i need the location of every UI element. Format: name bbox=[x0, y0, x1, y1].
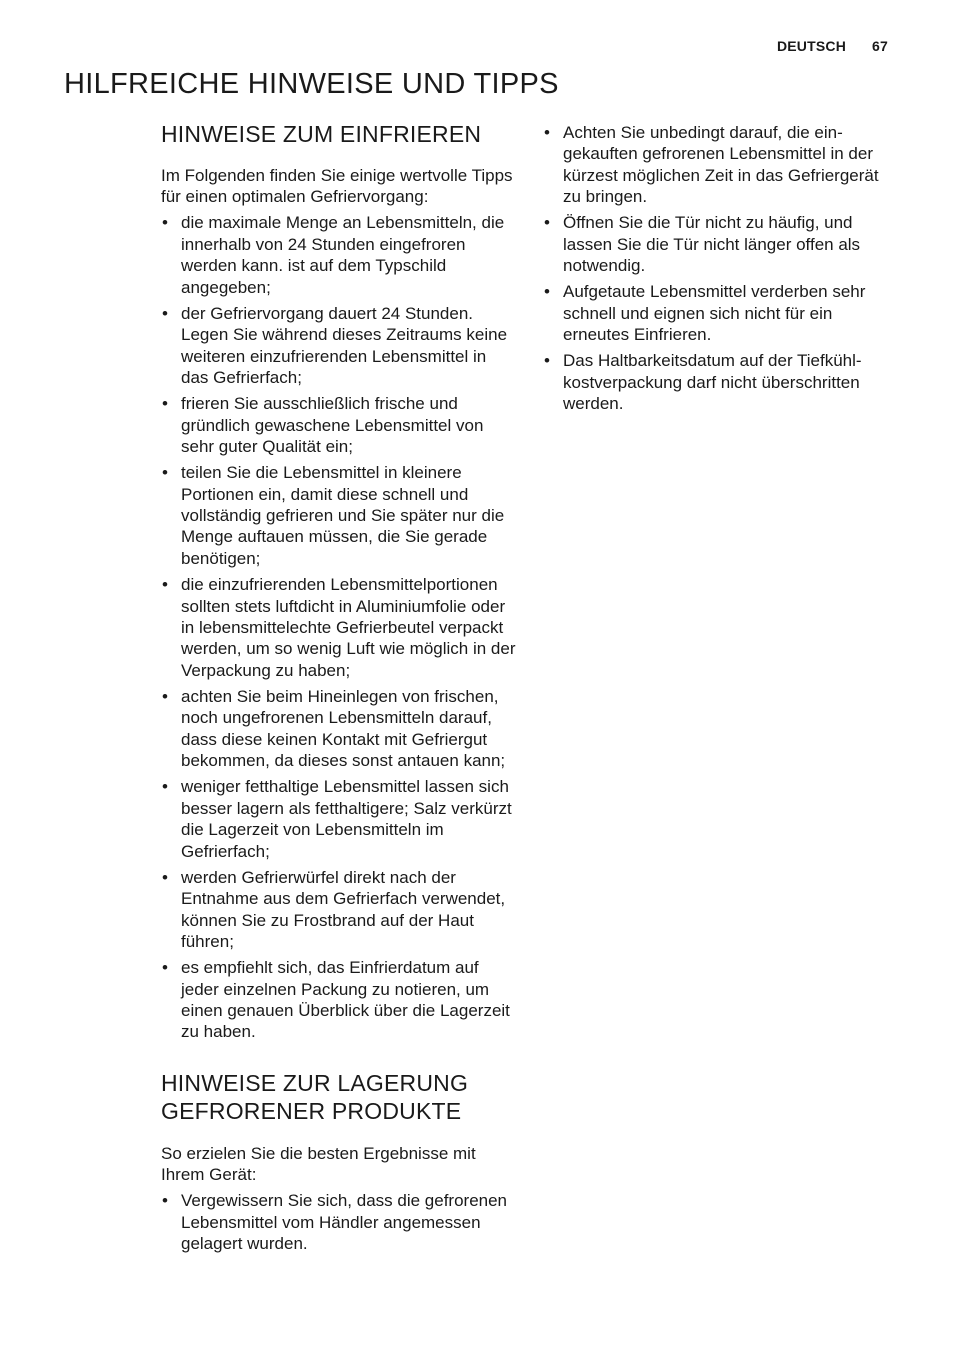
storage-tips-list-right bbox=[543, 122, 899, 415]
bullet-icon: • bbox=[162, 303, 168, 323]
list-item bbox=[161, 462, 517, 569]
section-intro-storage: So erzielen Sie die besten Ergebnisse mit Ihrem Gerät: bbox=[161, 1143, 476, 1185]
list-item-text: Vergewissern Sie sich, dass die gefrorenen Lebensmittel vom Händler angemessen gelagert wurden. bbox=[181, 1191, 508, 1254]
list-item-text: frieren Sie ausschließlich frische und gründlich gewaschene Lebensmittel von sehr guter Qualität ein; bbox=[181, 394, 484, 457]
bullet-icon: • bbox=[162, 777, 168, 797]
bullet-icon: • bbox=[162, 1191, 168, 1211]
bullet-icon: • bbox=[162, 575, 168, 595]
bullet-icon: • bbox=[544, 213, 550, 233]
list-item bbox=[161, 303, 517, 389]
list-item bbox=[161, 212, 517, 298]
section-title-freezing: HINWEISE ZUM EINFRIEREN bbox=[161, 121, 482, 147]
list-item-text: weniger fetthaltige Lebensmittel lassen sich besser lagern als fetthaltigere; Salz verkürzt die Lagerzeit von Lebensmitteln im Gefrierfach; bbox=[181, 777, 512, 861]
list-item bbox=[543, 122, 899, 208]
list-item bbox=[161, 867, 517, 953]
list-item bbox=[161, 574, 517, 681]
list-item bbox=[543, 212, 899, 276]
section-title-storage: HINWEISE ZUR LAGERUNG GEFRORENER PRODUKTE bbox=[161, 1069, 469, 1124]
bullet-icon: • bbox=[162, 463, 168, 483]
list-item bbox=[161, 1190, 517, 1254]
bullet-icon: • bbox=[162, 867, 168, 887]
page-number: 67 bbox=[872, 38, 888, 54]
bullet-icon: • bbox=[162, 686, 168, 706]
page-title: HILFREICHE HINWEISE UND TIPPS bbox=[64, 68, 559, 100]
storage-tips-list-left bbox=[161, 1190, 517, 1254]
list-item bbox=[543, 350, 899, 414]
list-item-text: Öffnen Sie die Tür nicht zu häufig, und lassen Sie die Tür nicht länger offen als notwendig. bbox=[563, 213, 861, 276]
list-item-text: achten Sie beim Hineinlegen von frischen, noch ungefrorenen Lebensmitteln darauf, dass diese keinen Kontakt mit Gefriergut bekommen, da dieses sonst antauen kann; bbox=[181, 686, 506, 771]
header-language: DEUTSCH bbox=[776, 38, 847, 54]
list-item-text: Das Haltbarkeitsdatum auf der Tiefkühlkostverpackung darf nicht überschritten werden. bbox=[563, 351, 862, 414]
list-item-text: teilen Sie die Lebensmittel in kleinere Portionen ein, damit diese schnell und vollständig gefrieren und Sie später nur die Menge auftauen müssen, die Sie gerade benötigen; bbox=[181, 463, 505, 568]
list-item-text: der Gefriervorgang dauert 24 Stunden. Legen Sie während dieses Zeitraums keine weiteren einzufrierenden Lebensmittel in das Gefrierfach; bbox=[181, 303, 508, 388]
left-column bbox=[161, 120, 517, 1259]
bullet-icon: • bbox=[162, 958, 168, 978]
freezing-tips-list bbox=[161, 212, 517, 1042]
list-item-text: es empfiehlt sich, das Einfrierdatum auf jeder einzelnen Packung zu notieren, um einen genauen Überblick über die Lagerzeit zu haben. bbox=[181, 958, 510, 1042]
list-item-text: die einzufrierenden Lebensmittelportionen sollten stets luftdicht in Aluminiumfolie oder in lebensmittelechte Gefrierbeutel verpackt werden, um so wenig Luft wie möglich in der Verpackung zu haben; bbox=[181, 575, 516, 680]
right-column bbox=[543, 122, 899, 419]
bullet-icon: • bbox=[162, 213, 168, 233]
list-item bbox=[161, 776, 517, 862]
list-item-text: Aufgetaute Lebensmittel verderben sehr schnell und eignen sich nicht für ein erneutes Einfrieren. bbox=[563, 282, 866, 345]
list-item-text: werden Gefrierwürfel direkt nach der Entnahme aus dem Gefrierfach verwendet, können Sie zu Frostbrand auf der Haut führen; bbox=[181, 867, 506, 951]
bullet-icon: • bbox=[544, 282, 550, 302]
list-item bbox=[161, 686, 517, 772]
list-item bbox=[161, 957, 517, 1043]
list-item bbox=[161, 393, 517, 457]
list-item-text: die maximale Menge an Lebensmitteln, die innerhalb von 24 Stunden eingefroren werden kann. ist auf dem Typschild angegeben; bbox=[181, 213, 505, 297]
list-item-text: Achten Sie unbedingt darauf, die eingekauften gefrorenen Lebensmittel in der kürzest möglichen Zeit in das Gefriergerät zu bringen. bbox=[563, 123, 879, 207]
section-intro-freezing: Im Folgenden finden Sie einige wertvolle Tipps für einen optimalen Gefriervorgang: bbox=[161, 166, 513, 207]
bullet-icon: • bbox=[544, 351, 550, 371]
bullet-icon: • bbox=[544, 123, 550, 142]
list-item bbox=[543, 281, 899, 345]
page-header bbox=[777, 38, 888, 54]
bullet-icon: • bbox=[162, 394, 168, 414]
